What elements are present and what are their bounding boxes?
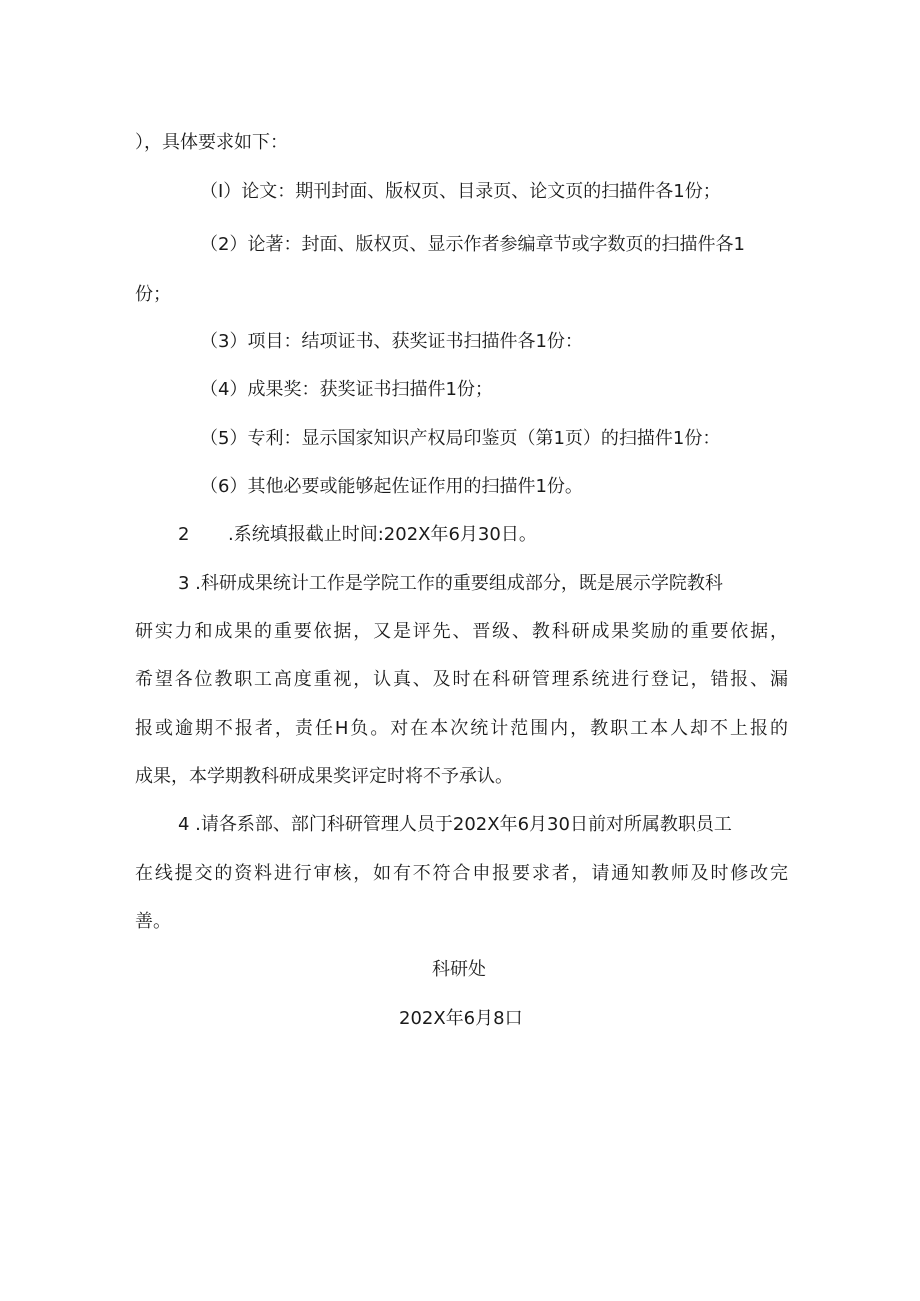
item-4-line-1: 4 .请各系部、部门科研管理人员于202X年6月30日前对所属教职员工 [178,814,732,835]
requirement-item-1: （I）论文：期刊封面、版权页、目录页、论文页的扫描件各1份； [200,181,721,202]
item-2-text: .系统填报截止时间:202X年6月30日。 [228,524,537,545]
requirement-item-6: （6）其他必要或能够起佐证作用的扫描件1份。 [200,476,583,497]
item-3-line-5: 成果，本学期教科研成果奖评定时将不予承认。 [135,766,513,787]
intro-line: ），具体要求如下： [135,132,288,153]
item-4-line-3: 善。 [135,911,171,932]
signature-org: 科研处 [432,959,486,980]
requirement-item-5: （5）专利：显示国家知识产权局印鉴页（第1页）的扫描件1份： [200,428,721,449]
requirement-item-3: （3）项目：结项证书、获奖证书扫描件各1份： [200,331,583,352]
signature-date: 202X年6月8口 [399,1008,523,1029]
item-4-line-2: 在线提交的资料进行审核，如有不符合申报要求者，请通知教师及时修改完 [135,863,788,884]
item-3-line-2: 研实力和成果的重要依据，又是评先、晋级、教科研成果奖励的重要依据， [135,621,788,642]
item-3-line-1: 3 .科研成果统计工作是学院工作的重要组成部分，既是展示学院教科 [178,573,723,594]
item-3-line-3: 希望各位教职工高度重视，认真、及时在科研管理系统进行登记，错报、漏 [135,669,788,690]
item-2-number: 2 [178,524,190,545]
requirement-item-4: （4）成果奖：获奖证书扫描件1份； [200,379,493,400]
requirement-item-2: （2）论著：封面、版权页、显示作者参编章节或字数页的扫描件各1 [200,234,745,255]
item-3-line-4: 报或逾期不报者，责任H负。对在本次统计范围内，教职工本人却不上报的 [135,718,788,739]
requirement-item-2-continued: 份； [135,284,171,305]
